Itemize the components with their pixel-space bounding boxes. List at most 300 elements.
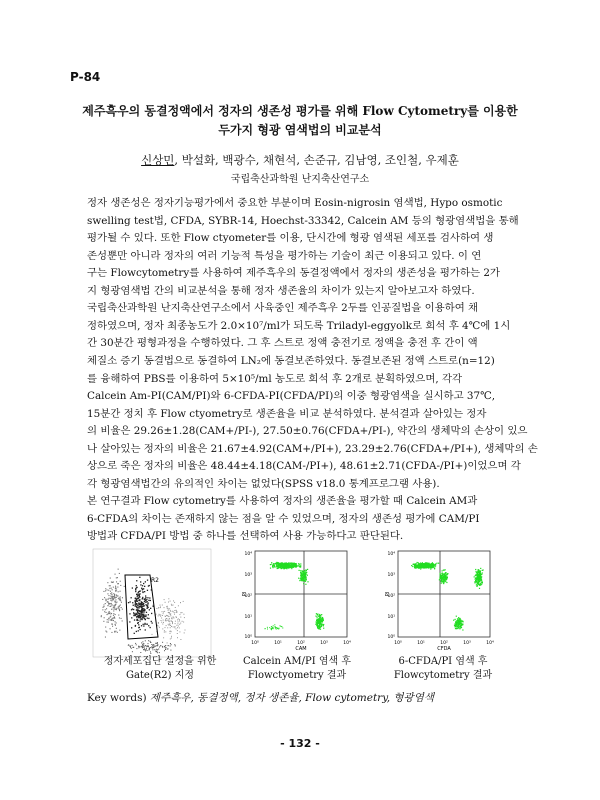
scatter-point bbox=[138, 646, 139, 647]
scatter-point bbox=[443, 582, 444, 583]
scatter-point bbox=[116, 628, 117, 629]
scatter-point bbox=[145, 602, 146, 603]
scatter-point bbox=[144, 647, 145, 648]
scatter-point bbox=[169, 618, 170, 619]
scatter-point bbox=[133, 647, 134, 648]
scatter-point bbox=[141, 619, 142, 620]
scatter-point bbox=[319, 617, 320, 618]
scatter-point bbox=[148, 645, 149, 646]
scatter-point bbox=[167, 642, 168, 643]
scatter-point bbox=[302, 577, 303, 578]
scatter-point bbox=[138, 607, 139, 608]
scatter-point bbox=[115, 587, 116, 588]
body-line: Calcein Am-PI(CAM/PI)와 6-CFDA-PI(CFDA/PI)의 이중 형광염색을 실시하고 37℃, bbox=[87, 390, 496, 403]
scatter-point bbox=[110, 603, 111, 604]
scatter-point bbox=[279, 565, 280, 566]
scatter-point bbox=[113, 610, 114, 611]
scatter-point bbox=[273, 565, 274, 566]
scatter-point bbox=[109, 598, 110, 599]
scatter-point bbox=[165, 616, 166, 617]
scatter-point bbox=[417, 562, 418, 563]
scatter-point bbox=[135, 591, 136, 592]
scatter-point bbox=[453, 620, 454, 621]
scatter-point bbox=[146, 612, 147, 613]
scatter-point bbox=[183, 614, 184, 615]
scatter-point bbox=[278, 628, 279, 629]
scatter-point bbox=[184, 617, 185, 618]
scatter-point bbox=[175, 623, 176, 624]
scatter-point bbox=[118, 591, 119, 592]
scatter-point bbox=[460, 627, 461, 628]
scatter-point bbox=[476, 578, 477, 579]
scatter-point bbox=[176, 625, 177, 626]
scatter-point bbox=[168, 602, 169, 603]
scatter-point bbox=[288, 564, 289, 565]
scatter-point bbox=[169, 621, 170, 622]
scatter-point bbox=[479, 581, 480, 582]
scatter-point bbox=[415, 563, 416, 564]
scatter-point bbox=[114, 601, 115, 602]
scatter-point bbox=[108, 619, 109, 620]
scatter-point bbox=[278, 566, 279, 567]
tick-label: 10² bbox=[297, 641, 305, 646]
tick-label: 10⁴ bbox=[486, 641, 494, 646]
scatter-point bbox=[137, 594, 138, 595]
scatter-point bbox=[140, 618, 141, 619]
scatter-point bbox=[427, 567, 428, 568]
scatter-point bbox=[446, 577, 447, 578]
scatter-point bbox=[160, 605, 161, 606]
scatter-point bbox=[108, 595, 109, 596]
scatter-point bbox=[168, 610, 169, 611]
scatter-point bbox=[143, 649, 144, 650]
scatter-point bbox=[445, 581, 446, 582]
scatter-point bbox=[476, 582, 477, 583]
tick-label: 10² bbox=[440, 641, 448, 646]
scatter-point bbox=[139, 620, 140, 621]
tick-label: 10¹ bbox=[387, 615, 395, 620]
scatter-point bbox=[150, 600, 151, 601]
scatter-point bbox=[458, 627, 459, 628]
scatter-point bbox=[142, 614, 143, 615]
scatter-point bbox=[307, 581, 308, 582]
scatter-point bbox=[151, 621, 152, 622]
scatter-point bbox=[178, 621, 179, 622]
scatter-point bbox=[431, 566, 432, 567]
scatter-point bbox=[116, 588, 117, 589]
scatter-point bbox=[426, 563, 427, 564]
scatter-point bbox=[144, 605, 145, 606]
scatter-point bbox=[165, 647, 166, 648]
scatter-point bbox=[114, 596, 115, 597]
scatter-point bbox=[105, 599, 106, 600]
scatter-point bbox=[440, 573, 441, 574]
scatter-point bbox=[276, 629, 277, 630]
scatter-point bbox=[483, 569, 484, 570]
scatter-point bbox=[119, 605, 120, 606]
scatter-point bbox=[170, 625, 171, 626]
scatter-point bbox=[461, 625, 462, 626]
scatter-point bbox=[445, 569, 446, 570]
scatter-point bbox=[119, 630, 120, 631]
scatter-point bbox=[289, 567, 290, 568]
scatter-point bbox=[477, 573, 478, 574]
scatter-point bbox=[178, 626, 179, 627]
scatter-point bbox=[299, 570, 300, 571]
scatter-point bbox=[113, 609, 114, 610]
scatter-point bbox=[145, 614, 146, 615]
scatter-point bbox=[159, 647, 160, 648]
scatter-point bbox=[281, 626, 282, 627]
scatter-point bbox=[480, 575, 481, 576]
scatter-point bbox=[180, 639, 181, 640]
scatter-point bbox=[157, 652, 158, 653]
scatter-point bbox=[291, 567, 292, 568]
scatter-point bbox=[131, 627, 132, 628]
scatter-point bbox=[317, 620, 318, 621]
scatter-point bbox=[144, 649, 145, 650]
scatter-point bbox=[150, 651, 151, 652]
scatter-point bbox=[178, 618, 179, 619]
body-line: 정자 생존성은 정자기능평가에서 중요한 부분이며 Eosin-nigrosin 염색법, Hypo osmotic bbox=[87, 197, 503, 209]
scatter-point bbox=[136, 603, 137, 604]
affiliation: 국립축산과학원 난지축산연구소 bbox=[230, 174, 370, 185]
scatter-point bbox=[305, 584, 306, 585]
scatter-point bbox=[137, 605, 138, 606]
scatter-point bbox=[179, 619, 180, 620]
scatter-point bbox=[433, 567, 434, 568]
scatter-point bbox=[122, 620, 123, 621]
body-line: 6-CFDA의 차이는 존재하지 않는 점을 알 수 있었으며, 정자의 생존성 평가에 CAM/PI bbox=[87, 512, 480, 525]
scatter-point bbox=[119, 573, 120, 574]
scatter-point bbox=[171, 631, 172, 632]
scatter-point bbox=[111, 594, 112, 595]
scatter-point bbox=[142, 606, 143, 607]
scatter-point bbox=[103, 606, 104, 607]
scatter-point bbox=[134, 619, 135, 620]
scatter-point bbox=[148, 614, 149, 615]
scatter-point bbox=[108, 604, 109, 605]
figure-2-caption bbox=[222, 655, 372, 683]
scatter-point bbox=[480, 568, 481, 569]
scatter-point bbox=[139, 611, 140, 612]
scatter-point bbox=[135, 606, 136, 607]
scatter-point bbox=[319, 620, 320, 621]
scatter-point bbox=[320, 629, 321, 630]
scatter-point bbox=[170, 601, 171, 602]
scatter-point bbox=[131, 617, 132, 618]
scatter-point bbox=[115, 604, 116, 605]
scatter-point bbox=[323, 618, 324, 619]
tick-label: 10⁴ bbox=[343, 641, 351, 646]
scatter-point bbox=[136, 648, 137, 649]
scatter-point bbox=[175, 607, 176, 608]
tick-label: 10⁰ bbox=[387, 635, 395, 640]
scatter-point bbox=[423, 568, 424, 569]
scatter-point bbox=[319, 626, 320, 627]
scatter-point bbox=[116, 590, 117, 591]
scatter-point bbox=[132, 608, 133, 609]
scatter-point bbox=[116, 577, 117, 578]
scatter-point bbox=[160, 607, 161, 608]
scatter-point bbox=[143, 645, 144, 646]
scatter-point bbox=[316, 623, 317, 624]
body-line: 간 30분간 평형과정을 수행하였다. 그 후 스트로 정액 충전기로 정액을 충전 후 간이 액 bbox=[87, 337, 478, 350]
scatter-point bbox=[160, 614, 161, 615]
scatter-point bbox=[121, 607, 122, 608]
scatter-point bbox=[299, 566, 300, 567]
scatter-point bbox=[161, 622, 162, 623]
page-number: - 132 - bbox=[280, 737, 320, 750]
scatter-point bbox=[147, 624, 148, 625]
scatter-point bbox=[114, 609, 115, 610]
scatter-point bbox=[302, 570, 303, 571]
scatter-point bbox=[442, 581, 443, 582]
scatter-point bbox=[143, 625, 144, 626]
scatter-point bbox=[421, 566, 422, 567]
co-authors: , 박설화, 백광수, 채현석, 손준규, 김남영, 조인철, 우제훈 bbox=[174, 153, 459, 167]
tick-label: 10¹ bbox=[274, 641, 282, 646]
scatter-point bbox=[170, 627, 171, 628]
figure-3-caption bbox=[368, 655, 518, 683]
scatter-point bbox=[475, 569, 476, 570]
scatter-point bbox=[161, 620, 162, 621]
scatter-point bbox=[321, 626, 322, 627]
gate-label: R2 bbox=[151, 577, 159, 584]
scatter-point bbox=[457, 628, 458, 629]
scatter-point bbox=[142, 591, 143, 592]
scatter-point bbox=[112, 597, 113, 598]
scatter-point bbox=[168, 609, 169, 610]
scatter-point bbox=[320, 623, 321, 624]
scatter-point bbox=[317, 624, 318, 625]
scatter-point bbox=[163, 620, 164, 621]
scatter-point bbox=[462, 624, 463, 625]
scatter-point bbox=[151, 646, 152, 647]
scatter-point bbox=[323, 625, 324, 626]
scatter-point bbox=[459, 621, 460, 622]
scatter-point bbox=[271, 564, 272, 565]
scatter-point bbox=[458, 625, 459, 626]
scatter-point bbox=[154, 646, 155, 647]
scatter-point bbox=[169, 625, 170, 626]
scatter-point bbox=[321, 614, 322, 615]
scatter-point bbox=[120, 605, 121, 606]
scatter-point bbox=[424, 566, 425, 567]
scatter-point bbox=[321, 619, 322, 620]
scatter-point bbox=[143, 610, 144, 611]
scatter-point bbox=[163, 612, 164, 613]
scatter-point bbox=[111, 603, 112, 604]
figure-cam-pi-plot bbox=[242, 551, 351, 652]
scatter-point bbox=[158, 622, 159, 623]
scatter-point bbox=[316, 613, 317, 614]
scatter-point bbox=[117, 577, 118, 578]
scatter-point bbox=[303, 580, 304, 581]
tick-label: 10³ bbox=[320, 641, 328, 646]
scatter-point bbox=[105, 637, 106, 638]
scatter-point bbox=[154, 645, 155, 646]
scatter-point bbox=[477, 575, 478, 576]
scatter-point bbox=[293, 567, 294, 568]
scatter-point bbox=[184, 632, 185, 633]
tick-label: 10⁴ bbox=[244, 552, 252, 557]
scatter-point bbox=[133, 609, 134, 610]
scatter-point bbox=[298, 578, 299, 579]
scatter-point bbox=[317, 627, 318, 628]
scatter-point bbox=[107, 614, 108, 615]
scatter-point bbox=[442, 570, 443, 571]
scatter-point bbox=[271, 629, 272, 630]
scatter-point bbox=[174, 612, 175, 613]
scatter-point bbox=[425, 567, 426, 568]
scatter-point bbox=[110, 593, 111, 594]
scatter-point bbox=[171, 621, 172, 622]
scatter-point bbox=[447, 574, 448, 575]
scatter-point bbox=[420, 568, 421, 569]
scatter-point bbox=[478, 578, 479, 579]
scatter-point bbox=[168, 645, 169, 646]
scatter-point bbox=[174, 602, 175, 603]
scatter-point bbox=[167, 627, 168, 628]
scatter-point bbox=[460, 623, 461, 624]
scatter-point bbox=[299, 580, 300, 581]
scatter-point bbox=[165, 649, 166, 650]
scatter-point bbox=[284, 565, 285, 566]
scatter-point bbox=[154, 649, 155, 650]
scatter-point bbox=[281, 626, 282, 627]
scatter-point bbox=[174, 627, 175, 628]
keywords-label: Key words) bbox=[87, 692, 147, 704]
scatter-point bbox=[117, 595, 118, 596]
scatter-point bbox=[162, 628, 163, 629]
scatter-point bbox=[179, 627, 180, 628]
scatter-point bbox=[135, 589, 136, 590]
scatter-point bbox=[149, 648, 150, 649]
figure-row bbox=[0, 547, 600, 662]
first-author: 신상민 bbox=[141, 153, 175, 167]
scatter-point bbox=[447, 576, 448, 577]
keywords bbox=[87, 690, 434, 705]
scatter-point bbox=[141, 646, 142, 647]
scatter-point bbox=[179, 624, 180, 625]
scatter-point bbox=[113, 613, 114, 614]
scatter-point bbox=[152, 648, 153, 649]
scatter-point bbox=[122, 597, 123, 598]
scatter-point bbox=[117, 632, 118, 633]
scatter-point bbox=[110, 591, 111, 592]
scatter-point bbox=[150, 627, 151, 628]
scatter-point bbox=[431, 567, 432, 568]
scatter-point bbox=[170, 610, 171, 611]
scatter-point bbox=[177, 612, 178, 613]
scatter-point bbox=[110, 585, 111, 586]
scatter-point bbox=[479, 571, 480, 572]
scatter-point bbox=[137, 619, 138, 620]
scatter-point bbox=[138, 630, 139, 631]
scatter-point bbox=[157, 649, 158, 650]
scatter-point bbox=[144, 586, 145, 587]
scatter-point bbox=[474, 581, 475, 582]
scatter-point bbox=[177, 637, 178, 638]
scatter-point bbox=[131, 648, 132, 649]
scatter-point bbox=[104, 611, 105, 612]
scatter-point bbox=[480, 584, 481, 585]
scatter-point bbox=[176, 617, 177, 618]
scatter-point bbox=[148, 607, 149, 608]
scatter-point bbox=[443, 579, 444, 580]
scatter-point bbox=[164, 646, 165, 647]
scatter-point bbox=[292, 564, 293, 565]
scatter-point bbox=[162, 647, 163, 648]
scatter-point bbox=[323, 628, 324, 629]
scatter-point bbox=[442, 576, 443, 577]
cam-x-label: CAM bbox=[295, 646, 307, 652]
scatter-point bbox=[288, 567, 289, 568]
scatter-point bbox=[109, 618, 110, 619]
scatter-point bbox=[111, 582, 112, 583]
scatter-point bbox=[108, 622, 109, 623]
scatter-point bbox=[166, 618, 167, 619]
scatter-point bbox=[111, 619, 112, 620]
body-line: 체질소 증기 동결법으로 동결하여 LN₂에 동결보존하였다. 동결보존된 정액 스트로(n=12) bbox=[87, 354, 495, 367]
scatter-point bbox=[272, 627, 273, 628]
scatter-point bbox=[142, 612, 143, 613]
scatter-point bbox=[110, 613, 111, 614]
scatter-point bbox=[128, 602, 129, 603]
body-line: 정하였으며, 정자 최종농도가 2.0×10⁷/ml가 되도록 Triladyl-eggyolk로 희석 후 4℃에 1시 bbox=[87, 319, 511, 332]
scatter-point bbox=[112, 605, 113, 606]
scatter-point bbox=[307, 575, 308, 576]
tick-label: 10⁴ bbox=[387, 552, 395, 557]
scatter-point bbox=[170, 633, 171, 634]
scatter-point bbox=[162, 605, 163, 606]
scatter-point bbox=[156, 614, 157, 615]
scatter-point bbox=[474, 582, 475, 583]
scatter-point bbox=[139, 577, 140, 578]
scatter-point bbox=[148, 600, 149, 601]
scatter-point bbox=[120, 599, 121, 600]
scatter-point bbox=[137, 615, 138, 616]
scatter-point bbox=[158, 649, 159, 650]
scatter-point bbox=[168, 598, 169, 599]
scatter-point bbox=[414, 565, 415, 566]
scatter-point bbox=[150, 641, 151, 642]
scatter-point bbox=[135, 602, 136, 603]
scatter-point bbox=[179, 614, 180, 615]
scatter-point bbox=[179, 631, 180, 632]
scatter-point bbox=[170, 615, 171, 616]
scatter-point bbox=[441, 580, 442, 581]
scatter-point bbox=[175, 621, 176, 622]
scatter-point bbox=[120, 596, 121, 597]
scatter-point bbox=[133, 615, 134, 616]
scatter-point bbox=[115, 586, 116, 587]
scatter-point bbox=[162, 611, 163, 612]
scatter-point bbox=[128, 644, 129, 645]
scatter-point bbox=[282, 566, 283, 567]
scatter-point bbox=[113, 597, 114, 598]
scatter-point bbox=[107, 589, 108, 590]
scatter-point bbox=[481, 579, 482, 580]
scatter-point bbox=[271, 626, 272, 627]
scatter-point bbox=[462, 629, 463, 630]
scatter-point bbox=[425, 564, 426, 565]
scatter-point bbox=[147, 601, 148, 602]
scatter-point bbox=[436, 563, 437, 564]
scatter-point bbox=[435, 563, 436, 564]
tick-label: 10¹ bbox=[417, 641, 425, 646]
